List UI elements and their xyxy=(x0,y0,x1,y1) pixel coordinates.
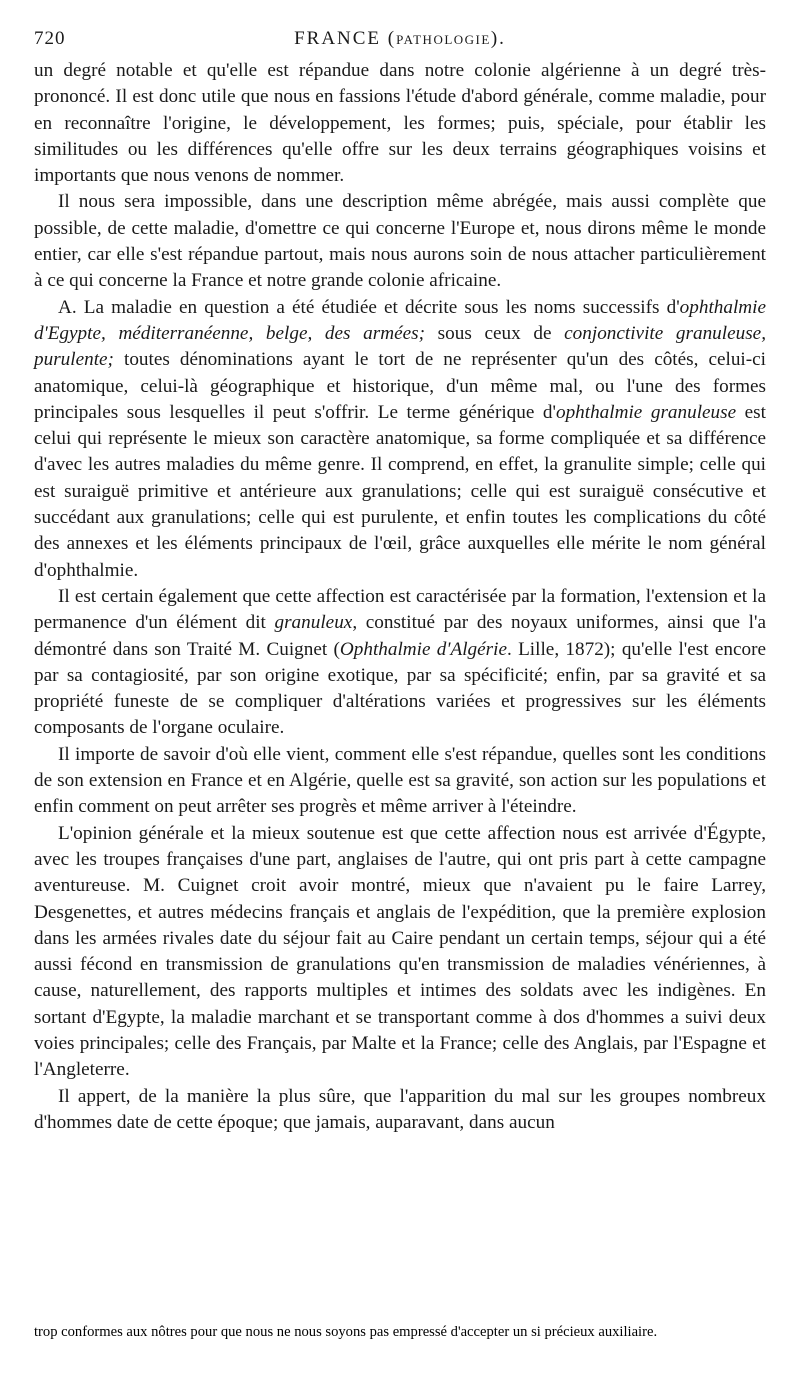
text-run: , constitué par des noyaux uniformes, ainsi que l'a démontré dans son Traité M. Cuignet ( xyxy=(34,612,766,660)
text-run: A. La maladie en question a été étudiée et décrite sous les noms successifs d' xyxy=(58,296,680,318)
paragraph xyxy=(34,821,766,1084)
running-title-sub: PATHOLOGIE xyxy=(396,32,491,47)
paragraph xyxy=(34,189,766,294)
running-title-main: FRANCE xyxy=(294,28,382,49)
text-run: L'opinion générale et la mieux soutenue est que cette affection nous est arrivée d'Égypte, avec les troupes françaises d'une part, anglaises de l'autre, qui ont pris part à cette campagne aventureuse. M. Cuignet croit avoir montré, mieux que n'avaient pu le faire Larrey, Desgenettes, et autres médecins français et anglais de l'expédition, que la première explosion dans les armées rivales date du séjour fait au Caire pendant un certain temps, séjour qui a été aussi fécond en transmission de granulations qu'en transmission de maladies vénériennes, à cause, naturellement, des rapports multiples et intimes des soldats avec les indigènes. En sortant d'Egypte, la maladie marchant et se transportant comme à dos d'hommes a suivi deux voies principales; celle des Français, par Malte et la France; celle des Anglais, par l'Espagne et l'Angleterre. xyxy=(34,822,766,1081)
text-run: . Lille, 1872); qu'elle l'est encore par sa contagiosité, par son origine exotique, par sa spécificité; enfin, par sa gravité et sa propriété funeste de se compliquer d'altérations variées et progressives sur les éléments composants de l'organe oculaire. xyxy=(34,638,766,739)
italic-text: ophthalmie d'Egypte, méditerranéenne, belge, des armées; xyxy=(34,296,766,344)
text-run: est celui qui représente le mieux son caractère anatomique, sa forme compliquée et sa différence d'avec les autres maladies du même genre. Il comprend, en effet, la granulite simple; celle qui est suraiguë primitive et antérieure aux granulations; celle qui est suraiguë consécutive et succédant aux granulations; celle qui est purulente, et enfin toutes les complications du côté des annexes et les éléments principaux de l'œil, grâce auxquelles elle mérite le nom général d'ophthalmie. xyxy=(34,401,766,581)
text-run: Il nous sera impossible, dans une description même abrégée, mais aussi complète que possible, de cette maladie, d'omettre ce qui concerne l'Europe et, nous dirons même le monde entier, car elle s'est répandue partout, mais nous aurons soin de nous attacher particulièrement à ce qui concerne la France et notre grande colonie africaine. xyxy=(34,191,766,292)
running-title-open: ( xyxy=(387,28,397,49)
body-text xyxy=(34,58,766,1136)
italic-text: Ophthalmie d'Algérie xyxy=(339,638,507,660)
text-run: un degré notable et qu'elle est répandue dans notre colonie algérienne à un degré très-prononcé. Il est donc utile que nous en fassions l'étude d'abord générale, comme maladie, pour en reconnaître l'origine, le développement, les formes; puis, spéciale, pour établir les similitudes ou les différences qu'elle offre sur les deux terrains géographiques voisins et importants que nous venons de nommer. xyxy=(34,60,766,187)
running-header xyxy=(34,22,766,56)
italic-text: granuleux xyxy=(274,612,353,634)
text-run: sous ceux de xyxy=(425,322,565,344)
page-number: 720 xyxy=(34,28,66,49)
italic-text: conjonctivite granuleuse, purulente; xyxy=(34,322,766,371)
text-run: Il est certain également que cette affection est caractérisée par la formation, l'extension et la permanence d'un élément dit xyxy=(34,585,766,634)
running-title xyxy=(34,28,766,50)
paragraph xyxy=(34,1084,766,1137)
text-run: toutes dénominations ayant le tort de ne représenter qu'un des côtés, celui-ci anatomique, celui-là géographique et historique, d'un même mal, ou l'une des formes principales sous lesquelles il peut s'offrir. Le terme générique d' xyxy=(34,349,766,423)
paragraph xyxy=(34,295,766,584)
paragraph xyxy=(34,742,766,821)
footnote: trop conformes aux nôtres pour que nous ne nous soyons pas empressé d'accepter un si précieux auxiliaire. xyxy=(34,1324,658,1340)
running-title-close: ). xyxy=(490,28,506,49)
paragraph xyxy=(34,584,766,742)
paragraph xyxy=(34,58,766,189)
text-run: Il appert, de la manière la plus sûre, que l'apparition du mal sur les groupes nombreux d'hommes date de cette époque; que jamais, auparavant, dans aucun xyxy=(34,1085,766,1133)
text-run: Il importe de savoir d'où elle vient, comment elle s'est répandue, quelles sont les conditions de son extension en France et en Algérie, quelle est sa gravité, son action sur les populations et enfin comment on peut arrêter ses progrès et même arriver à l'éteindre. xyxy=(34,743,766,818)
italic-text: ophthalmie granuleuse xyxy=(555,401,737,423)
